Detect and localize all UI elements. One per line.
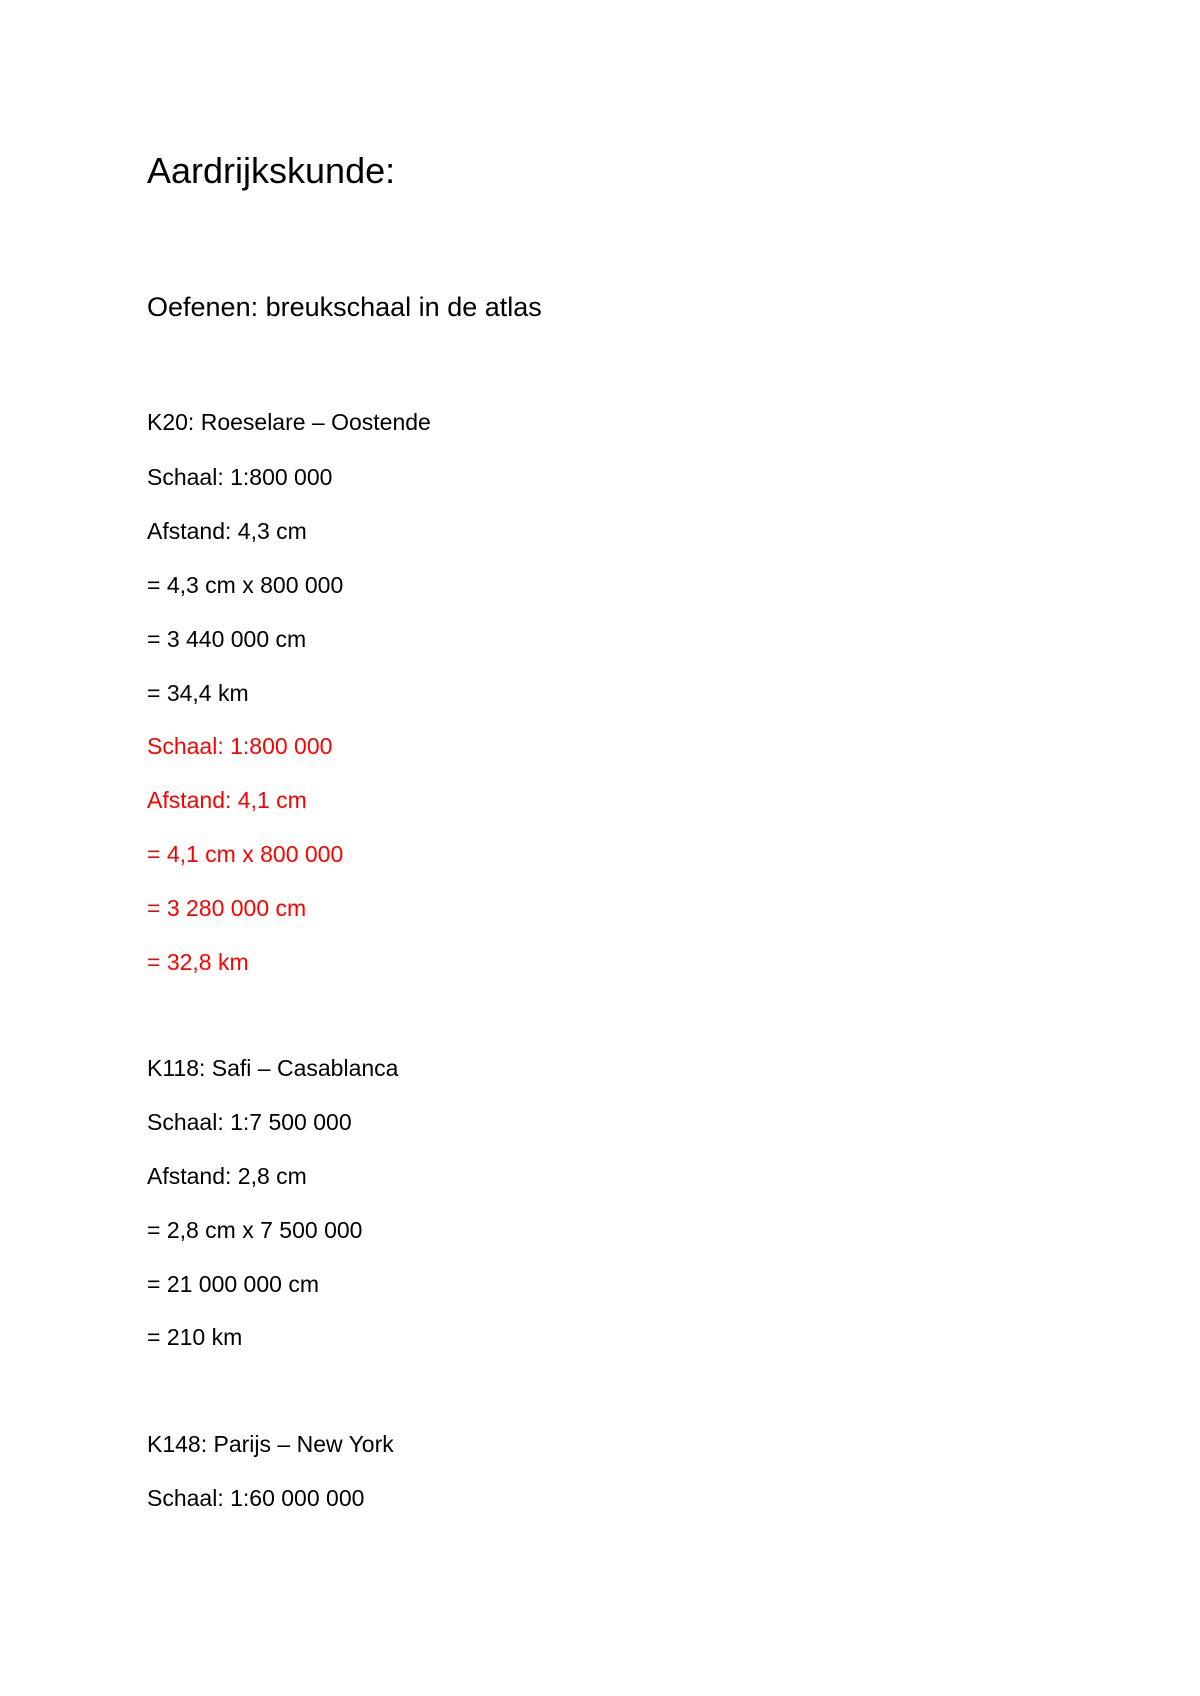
text-line: = 21 000 000 cm (147, 1271, 319, 1297)
text-line: Schaal: 1:60 000 000 (147, 1485, 365, 1511)
text-line: Afstand: 4,3 cm (147, 518, 307, 544)
text-line: = 3 440 000 cm (147, 626, 307, 652)
text-line: Schaal: 1:800 000 (147, 464, 333, 490)
correction-line: Afstand: 4,1 cm (147, 787, 307, 813)
text-line: Schaal: 1:7 500 000 (147, 1109, 352, 1135)
text-line: = 34,4 km (147, 680, 249, 706)
correction-line: Schaal: 1:800 000 (147, 733, 333, 759)
correction-line: = 4,1 cm x 800 000 (147, 841, 344, 867)
section-heading-k148: K148: Parijs – New York (147, 1431, 394, 1457)
correction-line: = 32,8 km (147, 949, 249, 975)
text-line: = 4,3 cm x 800 000 (147, 572, 344, 598)
text-line: = 2,8 cm x 7 500 000 (147, 1217, 363, 1243)
section-heading-k20: K20: Roeselare – Oostende (147, 409, 431, 435)
text-line: Afstand: 2,8 cm (147, 1163, 307, 1189)
page-subtitle: Oefenen: breukschaal in de atlas (147, 292, 542, 322)
section-heading-k118: K118: Safi – Casablanca (147, 1055, 399, 1081)
correction-line: = 3 280 000 cm (147, 895, 307, 921)
page-title: Aardrijkskunde: (147, 150, 396, 191)
text-line: = 210 km (147, 1324, 243, 1350)
